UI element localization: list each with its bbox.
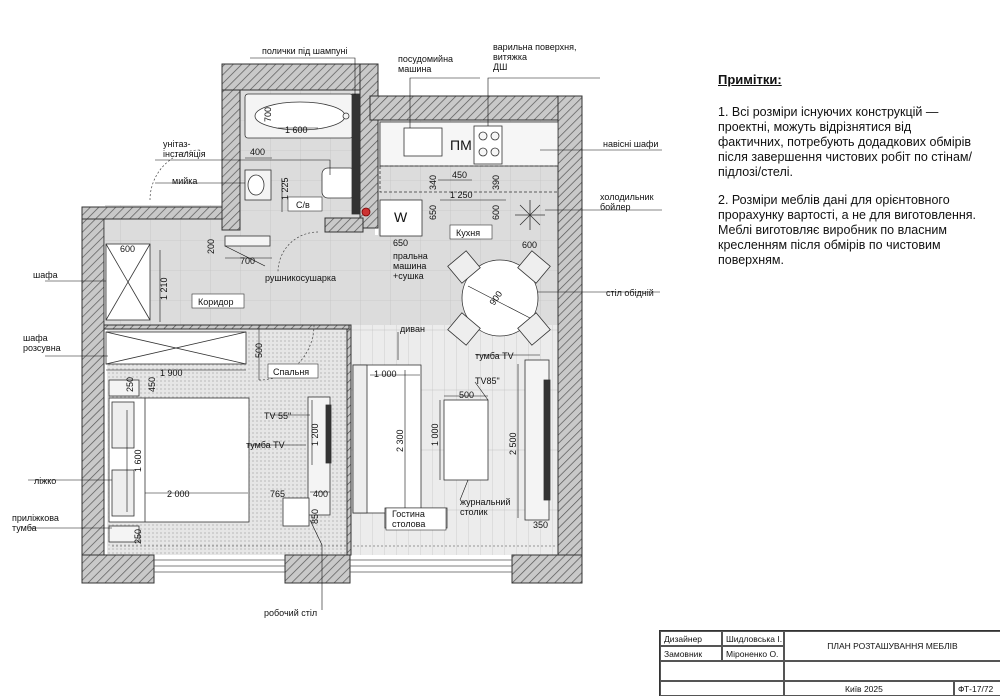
label-toilet: унітаз-інсталяція [163, 139, 206, 159]
dim-c-200: 200 [206, 238, 216, 254]
room-kitchen: Кухня [456, 228, 481, 238]
dim-k-1250: 1 250 [450, 190, 473, 200]
label-bed: ліжко [34, 476, 57, 486]
label-tv-stand-living: тумба TV [475, 351, 514, 361]
label-shampoo-shelves: полички під шампуні [262, 46, 348, 56]
label-wardrobe: шафа [33, 270, 58, 280]
dim-b-1200: 1 200 [310, 423, 320, 446]
dim-b-500: 500 [254, 342, 264, 358]
stamp-empty-3 [660, 681, 784, 696]
dim-c-1210: 1 210 [159, 277, 169, 300]
dim-k-600b: 600 [522, 240, 538, 250]
room-living: Гостина столова [392, 509, 426, 529]
stamp-city: Київ 2025 [784, 681, 954, 696]
dim-b-250: 250 [125, 376, 135, 392]
label-washer: пральна машина +сушка [393, 251, 428, 281]
room-bedroom: Спальня [273, 367, 310, 377]
label-tv55: TV 55" [264, 411, 292, 421]
title-block [659, 630, 1000, 696]
dim-c-700: 700 [240, 256, 256, 266]
label-hob: варильна поверхня, витяжка ДШ [493, 42, 577, 72]
stamp-empty-2 [784, 661, 1000, 681]
dim-bath-1600: 1 600 [285, 125, 308, 135]
label-fridge: холодильник бойлер [600, 192, 654, 212]
dim-bath-1225: 1 225 [280, 177, 290, 200]
dim-l-1000: 1 000 [374, 369, 397, 379]
note-2: 2. Розміри меблів дані для орієнтовного прорахунку вартості, а не для виготовлення. Меблі виготовляє виробник по власним кресленням після обмірів по чистовим поверхням. [718, 193, 977, 267]
label-towel-dryer: рушникосушарка [265, 273, 337, 283]
dim-b-2000: 2 000 [167, 489, 190, 499]
dim-l-350: 350 [533, 520, 549, 530]
dim-bath-700: 700 [263, 106, 273, 122]
room-corridor: Коридор [198, 297, 234, 307]
dim-bath-400: 400 [250, 147, 266, 157]
dim-table-900: 900 [487, 289, 505, 308]
stamp-sheet: ФТ-17/72 [954, 681, 1000, 696]
dim-b-765: 765 [270, 489, 286, 499]
label-wall-cabinets: навісні шафи [603, 139, 659, 149]
label-coffee-table: журнальний столик [460, 497, 511, 517]
drawing-title: ПЛАН РОЗТАШУВАННЯ МЕБЛІВ [784, 631, 1000, 661]
dim-k-600: 600 [491, 204, 501, 220]
designer-name: Шидловська І. [722, 631, 784, 646]
room-bath: С/в [296, 200, 310, 210]
designer-label: Дизайнер [660, 631, 722, 646]
dim-k-340: 340 [428, 174, 438, 190]
mark-washer: W [394, 209, 408, 225]
label-dishwasher: посудомийна машина [398, 54, 454, 74]
label-dining-table: стіл обідній [606, 288, 654, 298]
dim-k-650b: 650 [393, 238, 409, 248]
dim-b-450: 450 [147, 376, 157, 392]
label-nightstand: приліжкова тумба [12, 513, 59, 533]
dim-l-2300: 2 300 [395, 429, 405, 452]
dim-l-500: 500 [459, 390, 475, 400]
dim-l-1000b: 1 000 [430, 423, 440, 446]
note-1: 1. Всі розміри існуючих конструкцій — проектні, можуть відрізнятися від фактичних, потребують додадкових обмірів після завершення чистових робіт по стінам/підлозі/стелі. [718, 105, 972, 179]
dim-k-450: 450 [452, 170, 468, 180]
label-sofa: диван [400, 324, 425, 334]
dim-b-1900: 1 900 [160, 368, 183, 378]
dim-b-1600: 1 600 [133, 449, 143, 472]
dim-b-400: 400 [313, 489, 329, 499]
dim-k-390: 390 [491, 174, 501, 190]
label-sink: мийка [172, 176, 198, 186]
notes-panel [718, 72, 980, 281]
dim-k-650: 650 [428, 204, 438, 220]
dim-c-600: 600 [120, 244, 136, 254]
stamp-empty-1 [660, 661, 784, 681]
dim-b-250b: 250 [133, 528, 143, 544]
mark-dishwasher: ПМ [450, 137, 472, 153]
label-tv-stand-bedroom: тумба TV [246, 440, 285, 450]
dim-b-850: 850 [310, 508, 320, 524]
label-desk: робочий стіл [264, 608, 318, 618]
label-tv85: TV85" [475, 376, 500, 386]
notes-title: Примітки: [718, 72, 782, 87]
client-label: Замовник [660, 646, 722, 661]
dim-l-2500: 2 500 [508, 432, 518, 455]
client-name: Міроненко О. [722, 646, 784, 661]
label-sliding-wardrobe: шафа розсувна [23, 333, 61, 353]
